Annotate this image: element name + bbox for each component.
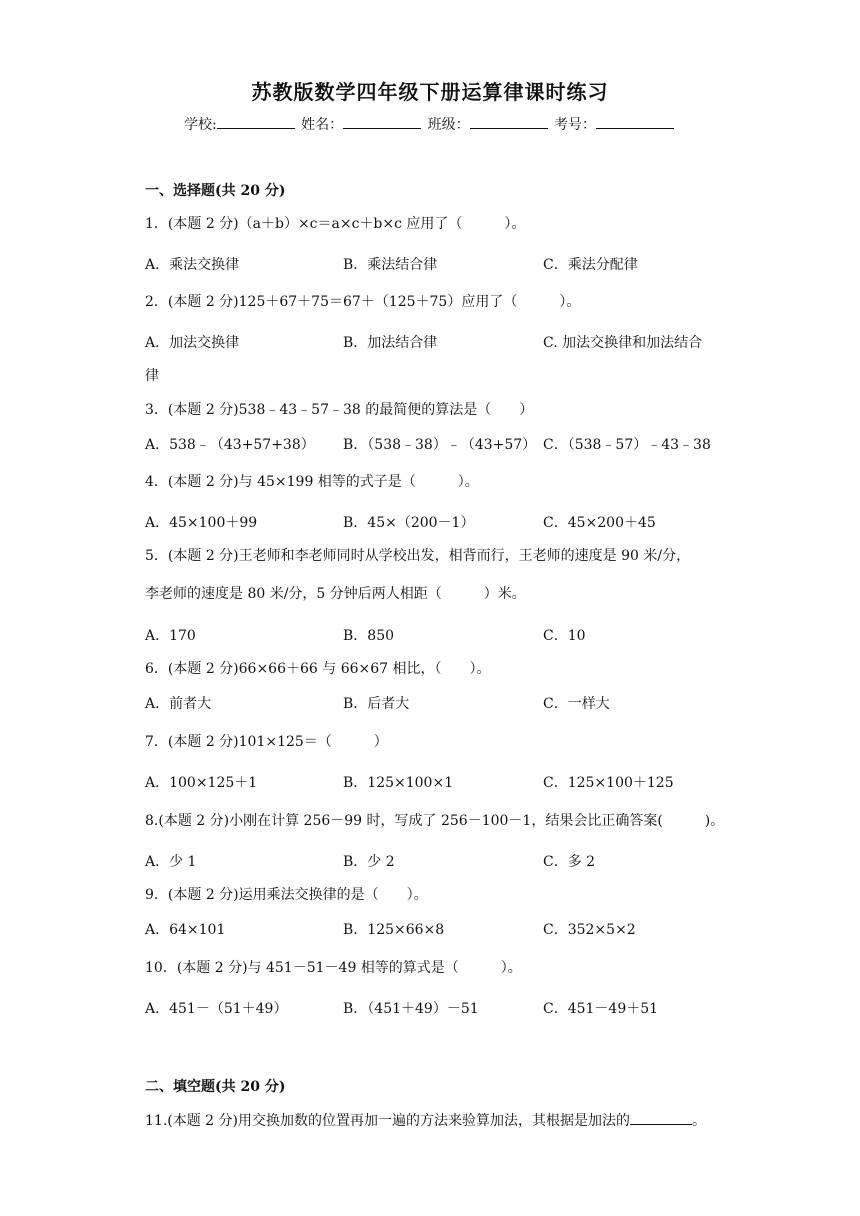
question-5-line-1: 5．(本题 2 分)王老师和李老师同时从学校出发，相背而行，王老师的速度是 90 米/分， — [145, 548, 691, 564]
question-6-options — [145, 693, 745, 713]
question-3-options — [145, 434, 745, 454]
option-b[interactable]: B．（451＋49）－51 — [343, 1001, 479, 1017]
option-a[interactable]: A．64×101 — [145, 922, 226, 938]
question-7-options — [145, 772, 745, 792]
option-c[interactable]: C．45×200＋45 — [543, 515, 656, 531]
option-b[interactable]: B．（538﹣38）﹣（43+57） — [343, 437, 537, 453]
section-heading-choice: 一、选择题(共 20 分) — [145, 183, 286, 199]
option-a[interactable]: A．100×125＋1 — [145, 775, 258, 791]
section-heading-fill: 二、填空题(共 20 分) — [145, 1079, 286, 1095]
class-label: 班级： — [427, 117, 470, 133]
option-a[interactable]: A．451－（51＋49） — [145, 1001, 288, 1017]
school-label: 学校: — [183, 117, 217, 133]
school-blank[interactable] — [217, 114, 295, 129]
question-8-options — [145, 851, 745, 871]
question-4-options — [145, 512, 745, 532]
option-a[interactable]: A．加法交换律 — [145, 335, 240, 351]
question-5-line-2: 李老师的速度是 80 米/分，5 分钟后两人相距（ ）米。 — [145, 586, 526, 602]
option-b[interactable]: B．850 — [343, 628, 395, 644]
question-2: 2．(本题 2 分)125＋67＋75＝67＋（125＋75）应用了（ ）。 — [145, 294, 581, 310]
name-label: 姓名： — [301, 117, 344, 133]
option-c[interactable]: C．（538﹣57）﹣43﹣38 — [543, 437, 711, 453]
option-c[interactable]: C．451－49＋51 — [543, 1001, 659, 1017]
question-11-end: 。 — [692, 1113, 706, 1129]
option-b[interactable]: B．乘法结合律 — [343, 257, 438, 273]
question-7: 7．(本题 2 分)101×125＝（ ） — [145, 734, 388, 750]
question-1-options — [145, 254, 745, 274]
option-a[interactable]: A．45×100＋99 — [145, 515, 258, 531]
option-c[interactable]: C. 加法交换律和加法结合 — [543, 335, 703, 351]
question-10-options — [145, 998, 745, 1018]
page-title: 苏教版数学四年级下册运算律课时练习 — [251, 80, 609, 104]
exam-no-label: 考号： — [554, 117, 597, 133]
question-9: 9．(本题 2 分)运用乘法交换律的是（ ）。 — [145, 887, 428, 903]
option-b[interactable]: B．125×66×8 — [343, 922, 445, 938]
question-10: 10．(本题 2 分)与 451－51－49 相等的算式是（ ）。 — [145, 960, 522, 976]
option-a[interactable]: A．乘法交换律 — [145, 257, 240, 273]
option-a[interactable]: A．538﹣（43+57+38） — [145, 437, 315, 453]
question-11-text: 11.(本题 2 分)用交换加数的位置再加一遍的方法来验算加法，其根据是加法的 — [145, 1113, 630, 1129]
option-c[interactable]: C．352×5×2 — [543, 922, 636, 938]
option-a[interactable]: A．前者大 — [145, 696, 212, 712]
answer-blank[interactable] — [630, 1110, 692, 1125]
option-c[interactable]: C．一样大 — [543, 696, 610, 712]
question-9-options — [145, 919, 745, 939]
question-4: 4．(本题 2 分)与 45×199 相等的式子是（ ）。 — [145, 474, 479, 490]
option-b[interactable]: B．125×100×1 — [343, 775, 454, 791]
question-3: 3．(本题 2 分)538﹣43﹣57﹣38 的最简便的算法是（ ） — [145, 402, 534, 418]
option-a[interactable]: A．少 1 — [145, 854, 197, 870]
option-c[interactable]: C．10 — [543, 628, 586, 644]
option-b[interactable]: B．45×（200－1） — [343, 515, 475, 531]
class-blank[interactable] — [470, 114, 548, 129]
question-2-option-c-wrap: 律 — [145, 368, 159, 384]
name-blank[interactable] — [343, 114, 421, 129]
question-8: 8.(本题 2 分)小刚在计算 256－99 时，写成了 256－100－1，结果会比正确答案( )。 — [145, 813, 725, 829]
question-1: 1．(本题 2 分)（a＋b）×c＝a×c＋b×c 应用了（ ）。 — [145, 216, 526, 232]
exam-no-blank[interactable] — [596, 114, 674, 129]
option-c[interactable]: C．乘法分配律 — [543, 257, 638, 273]
option-a[interactable]: A．170 — [145, 628, 196, 644]
option-c[interactable]: C．多 2 — [543, 854, 596, 870]
option-b[interactable]: B．少 2 — [343, 854, 395, 870]
option-b[interactable]: B．后者大 — [343, 696, 410, 712]
question-2-options — [145, 332, 745, 352]
option-b[interactable]: B．加法结合律 — [343, 335, 438, 351]
option-c[interactable]: C．125×100＋125 — [543, 775, 674, 791]
question-5-options — [145, 625, 745, 645]
student-info-line — [0, 114, 860, 134]
question-11 — [145, 1110, 745, 1131]
question-6: 6．(本题 2 分)66×66＋66 与 66×67 相比，（ ）。 — [145, 661, 491, 677]
